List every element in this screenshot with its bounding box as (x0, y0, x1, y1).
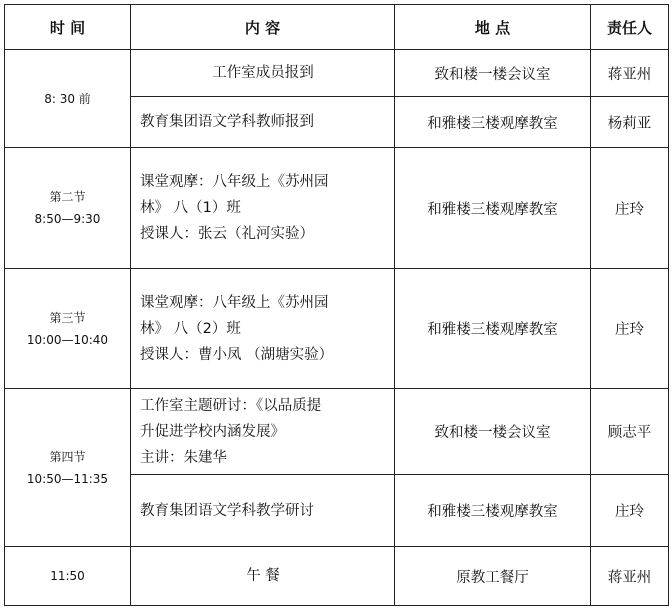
person-cell: 庄玲 (591, 269, 669, 389)
table-row (5, 269, 669, 389)
person-cell: 庄玲 (591, 475, 669, 547)
content-line: 主讲：朱建华 (140, 449, 227, 466)
schedule-table (4, 4, 669, 606)
content-line: 工作室成员报到 (212, 65, 314, 81)
content-line: 工作室主题研讨：《以品质提 (140, 397, 322, 414)
content-cell (131, 547, 395, 606)
location-cell: 和雅楼三楼观摩教室 (395, 148, 591, 269)
content-line: 午 餐 (246, 568, 280, 584)
time-cell (5, 547, 131, 606)
time-cell (5, 50, 131, 148)
location-cell: 和雅楼三楼观摩教室 (395, 269, 591, 389)
content-line: 林》 八（1）班 (140, 200, 241, 216)
time-cell (5, 148, 131, 269)
content-line: 授课人：张云（礼河实验） (140, 226, 314, 242)
time-text: 8: 30 前 (44, 91, 91, 106)
time-range: 8:50—9:30 (34, 212, 101, 226)
content-cell (131, 50, 395, 97)
content-line: 课堂观摩：八年级上《苏州园 (140, 294, 329, 311)
header-person: 责任人 (591, 5, 669, 50)
time-text: 11:50 (50, 569, 85, 583)
person-cell: 顾志平 (591, 389, 669, 475)
person-cell: 杨莉亚 (591, 97, 669, 148)
time-period: 第二节 (49, 190, 86, 204)
header-location: 地 点 (395, 5, 591, 50)
table-row (5, 148, 669, 269)
location-cell: 致和楼一楼会议室 (395, 389, 591, 475)
content-line: 升促进学校内涵发展》 (140, 423, 285, 440)
location-cell: 和雅楼三楼观摩教室 (395, 475, 591, 547)
time-cell (5, 269, 131, 389)
content-cell (131, 269, 395, 389)
content-line: 林》 八（2）班 (140, 320, 241, 337)
content-line: 授课人：曹小凤 （湖塘实验） (140, 346, 334, 363)
time-period: 第三节 (49, 310, 86, 325)
person-cell: 蒋亚州 (591, 547, 669, 606)
content-cell (131, 475, 395, 547)
header-time: 时 间 (5, 5, 131, 50)
header-content: 内 容 (131, 5, 395, 50)
table-row (5, 547, 669, 606)
time-range: 10:00—10:40 (26, 332, 109, 347)
header-row (5, 5, 669, 50)
time-range: 10:50—11:35 (26, 471, 109, 486)
person-cell: 庄玲 (591, 148, 669, 269)
content-line: 教育集团语文学科教师报到 (140, 114, 314, 130)
content-cell (131, 389, 395, 475)
content-line: 教育集团语文学科教学研讨 (140, 502, 314, 519)
location-cell: 和雅楼三楼观摩教室 (395, 97, 591, 148)
table-row (5, 50, 669, 97)
table-row (5, 389, 669, 475)
content-line: 课堂观摩：八年级上《苏州园 (140, 174, 329, 190)
content-cell (131, 148, 395, 269)
time-cell (5, 389, 131, 547)
content-cell (131, 97, 395, 148)
location-cell: 致和楼一楼会议室 (395, 50, 591, 97)
location-cell: 原教工餐厅 (395, 547, 591, 606)
person-cell: 蒋亚州 (591, 50, 669, 97)
time-period: 第四节 (49, 449, 86, 464)
